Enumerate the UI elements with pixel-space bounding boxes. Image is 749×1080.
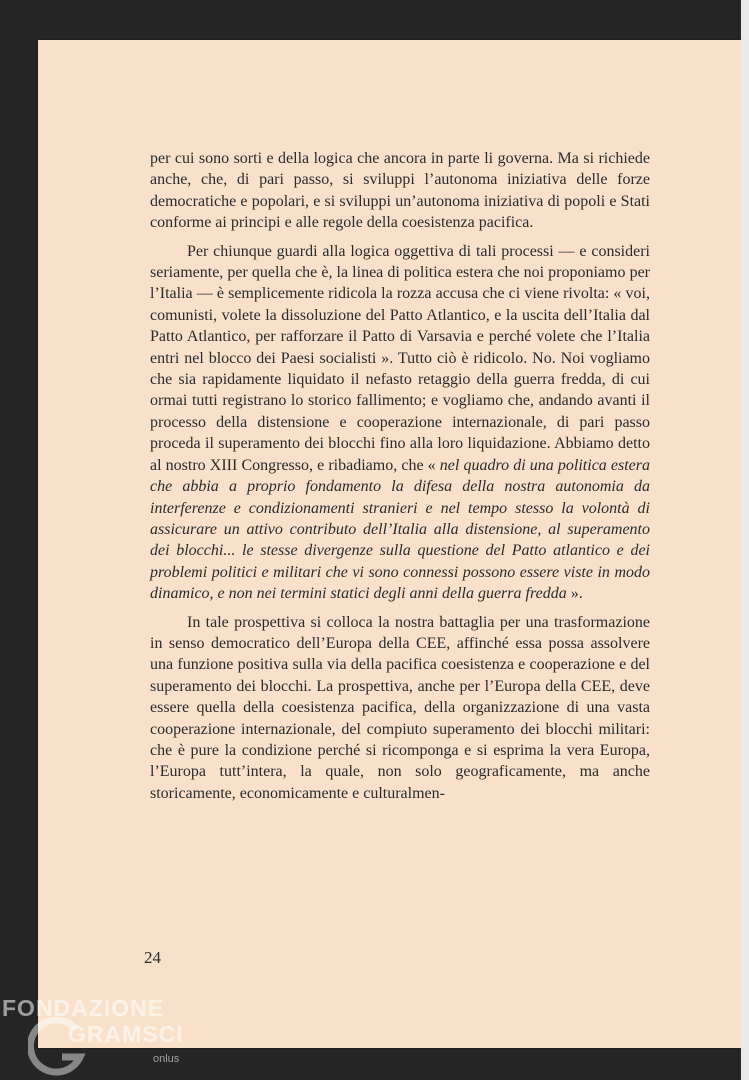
page-edge [741, 0, 749, 1080]
text-run: ». [566, 585, 583, 603]
body-text [150, 148, 650, 804]
page-number: 24 [144, 948, 161, 967]
italic-quote: nel quadro di una politica estera che abbia a proprio fondamento la difesa della nostra autonomia da interferenze e condizionamenti stranieri e nel tempo stesso la volontà di assicurare un attivo contributo dell’Italia alla distensione, al superamento dei blocchi... le stesse divergenze sulla questione del Patto atlantico e dei problemi politici e militari che vi sono connessi possono essere viste in modo dinamico, e non nei termini statici degli anni della guerra fredda [150, 456, 651, 603]
watermark-line3: onlus [153, 1053, 180, 1065]
text-run: In tale prospettiva si colloca la nostra battaglia per una trasformazione in senso democratico dell’Europa della CEE, affinché essa possa assolvere una funzione positiva sulla via della pacifica coesistenza e cooperazione e del superamento dei blocchi. La prospettiva, anche per l’Europa della CEE, deve essere quella della coesistenza pacifica, della organizzazione di una vasta cooperazione internazionale, del compiuto superamento dei blocchi militari: che è pure la condizione perché si ricomponga e si esprima la vera Europa, l’Europa tutt’intera, la quale, non solo geograficamente, ma anche storicamente, economicamente e culturalmen- [150, 613, 650, 802]
paragraph [150, 612, 650, 805]
watermark-logo [2, 993, 202, 1078]
watermark-line2: GRAMSCI [68, 1021, 184, 1047]
text-run: per cui sono sorti e della logica che ancora in parte li governa. Ma si richiede anche, che, di pari passo, si sviluppi l’autonoma iniziativa delle forze democratiche e popolari, e si sviluppi un’autonoma iniziativa di popoli e Stati conforme ai principi e alle regole della coesistenza pacifica. [150, 150, 650, 232]
paragraph [150, 148, 650, 234]
paragraph [150, 241, 650, 605]
watermark-line1: FONDAZIONE [2, 995, 165, 1021]
text-run: Per chiunque guardi alla logica oggettiva di tali processi — e consideri seriamente, per quella che è, la linea di politica estera che noi proponiamo per l’Italia — è semplicemente ridicola la rozza accusa che ci viene rivolta: « voi, comunisti, volete la dissoluzione del Patto Atlantico, e la uscita dell’Italia dal Patto Atlantico, per rafforzare il Patto di Varsavia e perché volete che l’Italia entri nel blocco dei Paesi socialisti ». Tutto ciò è ridicolo. No. Noi vogliamo che sia rapidamente liquidato il nefasto retaggio della guerra fredda, di cui ormai tutti registrano lo storico fallimento; e vogliamo che, andando avanti il processo della distensione e cooperazione internazionale, di pari passo proceda il superamento dei blocchi fino alla loro liquidazione. Abbiamo detto al nostro XIII Congresso, e ribadiamo, che « [150, 242, 650, 474]
